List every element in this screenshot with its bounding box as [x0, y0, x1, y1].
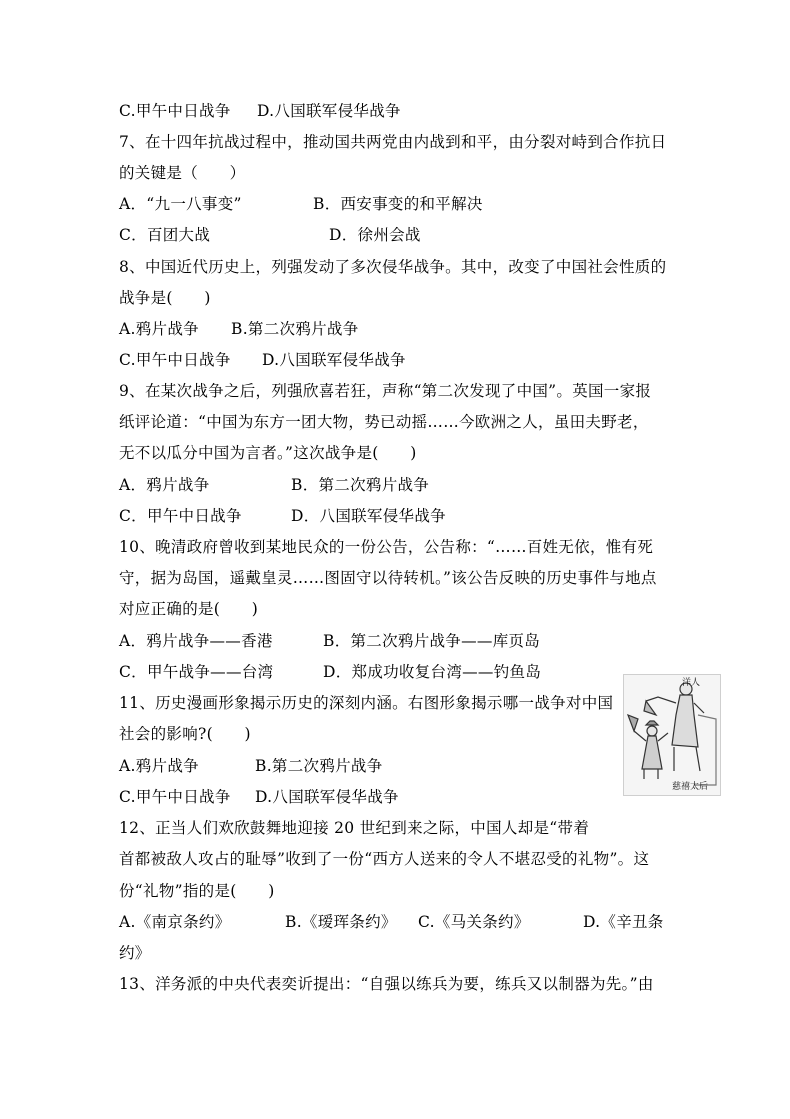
option-b: B.《瑷珲条约》: [285, 913, 397, 931]
question-12-options: [119, 907, 679, 938]
question-10-stem-line-1: 10、晚清政府曾收到某地民众的一份公告，公告称：“……百姓无依，惟有死: [119, 538, 654, 556]
question-10-stem-line-2: 守，据为岛国，遥戴皇灵……图固守以待转机。”该公告反映的历史事件与地点: [119, 569, 657, 587]
question-10-options-ab: [119, 626, 669, 657]
option-c: C.甲午中日战争: [119, 788, 231, 806]
question-6-options-cd: [119, 96, 669, 127]
option-d: D．徐州会战: [329, 226, 421, 244]
option-c: C.甲午中日战争: [119, 102, 231, 120]
question-9-options-ab: [119, 470, 669, 501]
question-11-stem-line-2: 社会的影响?( ): [119, 725, 251, 743]
option-c: C．甲午战争——台湾: [119, 663, 274, 681]
question-7-stem-line-1: 7、在十四年抗战过程中，推动国共两党由内战到和平，由分裂对峙到合作抗日: [119, 133, 667, 151]
question-8-stem-line-2: 战争是( ): [119, 289, 211, 307]
option-a: A．“九一八事变”: [119, 195, 242, 213]
option-d: D．八国联军侵华战争: [291, 507, 446, 525]
question-12-stem-line-3: 份“礼物”指的是( ): [119, 882, 275, 900]
question-11-options-ab: [119, 751, 609, 782]
question-10-options-cd: [119, 657, 669, 688]
question-9-stem-line-1: 9、在某次战争之后，列强欣喜若狂，声称“第二次发现了中国”。英国一家报: [119, 382, 652, 400]
question-7-stem-line-2: 的关键是（ ）: [119, 164, 246, 182]
option-a: A.《南京条约》: [119, 913, 231, 931]
question-7-options-cd: [119, 220, 669, 251]
question-12-stem-line-2: 首都被敌人攻占的耻辱”收到了一份“西方人送来的令人不堪忍受的礼物”。这: [119, 850, 650, 868]
option-d: D．郑成功收复台湾——钓鱼岛: [323, 663, 542, 681]
option-a: A．鸦片战争——香港: [119, 632, 273, 650]
option-b: B．西安事变的和平解决: [313, 195, 483, 213]
option-d: D.八国联军侵华战争: [257, 102, 401, 120]
option-b: B.第二次鸦片战争: [231, 320, 359, 338]
option-a: A．鸦片战争: [119, 476, 210, 494]
option-d: D.《辛丑条: [583, 913, 664, 931]
option-d: D.八国联军侵华战争: [262, 351, 406, 369]
question-12-options-wrap: 约》: [119, 944, 151, 962]
option-c: C．甲午中日战争: [119, 507, 242, 525]
question-8-stem-line-1: 8、中国近代历史上，列强发动了多次侵华战争。其中，改变了中国社会性质的: [119, 258, 667, 276]
cartoon-drawing: [624, 675, 720, 795]
question-7-options-ab: [119, 189, 669, 220]
question-12-stem-line-1: 12、正当人们欢欣鼓舞地迎接 20 世纪到来之际，中国人却是“带着: [119, 819, 590, 837]
question-9-stem-line-3: 无不以瓜分中国为言者。”这次战争是( ): [119, 444, 417, 462]
option-c: C．百团大战: [119, 226, 211, 244]
history-cartoon-figure: [623, 674, 721, 796]
label-cixi: 慈禧太后: [672, 782, 709, 792]
question-9-options-cd: [119, 501, 669, 532]
question-8-options-ab: [119, 314, 669, 345]
question-9-stem-line-2: 纸评论道：“中国为东方一团大物，势已动摇……今欧洲之人，虽田夫野老，: [119, 413, 649, 431]
option-b: B．第二次鸦片战争: [291, 476, 430, 494]
label-foreigner: 洋人: [682, 678, 701, 688]
option-c: C.甲午中日战争: [119, 351, 231, 369]
option-b: B.第二次鸦片战争: [255, 757, 383, 775]
option-a: A.鸦片战争: [119, 320, 199, 338]
option-d: D.八国联军侵华战争: [255, 788, 399, 806]
question-11-stem-line-1: 11、历史漫画形象揭示历史的深刻内涵。右图形象揭示哪一战争对中国: [119, 694, 614, 712]
question-13-stem-line-1: 13、洋务派的中央代表奕䜣提出：“自强以练兵为要，练兵又以制器为先。”由: [119, 975, 654, 993]
option-c: C.《马关条约》: [418, 913, 530, 931]
option-b: B．第二次鸦片战争——库页岛: [323, 632, 541, 650]
question-8-options-cd: [119, 345, 669, 376]
question-10-stem-line-3: 对应正确的是( ): [119, 600, 259, 618]
question-11-options-cd: [119, 782, 609, 813]
option-a: A.鸦片战争: [119, 757, 199, 775]
